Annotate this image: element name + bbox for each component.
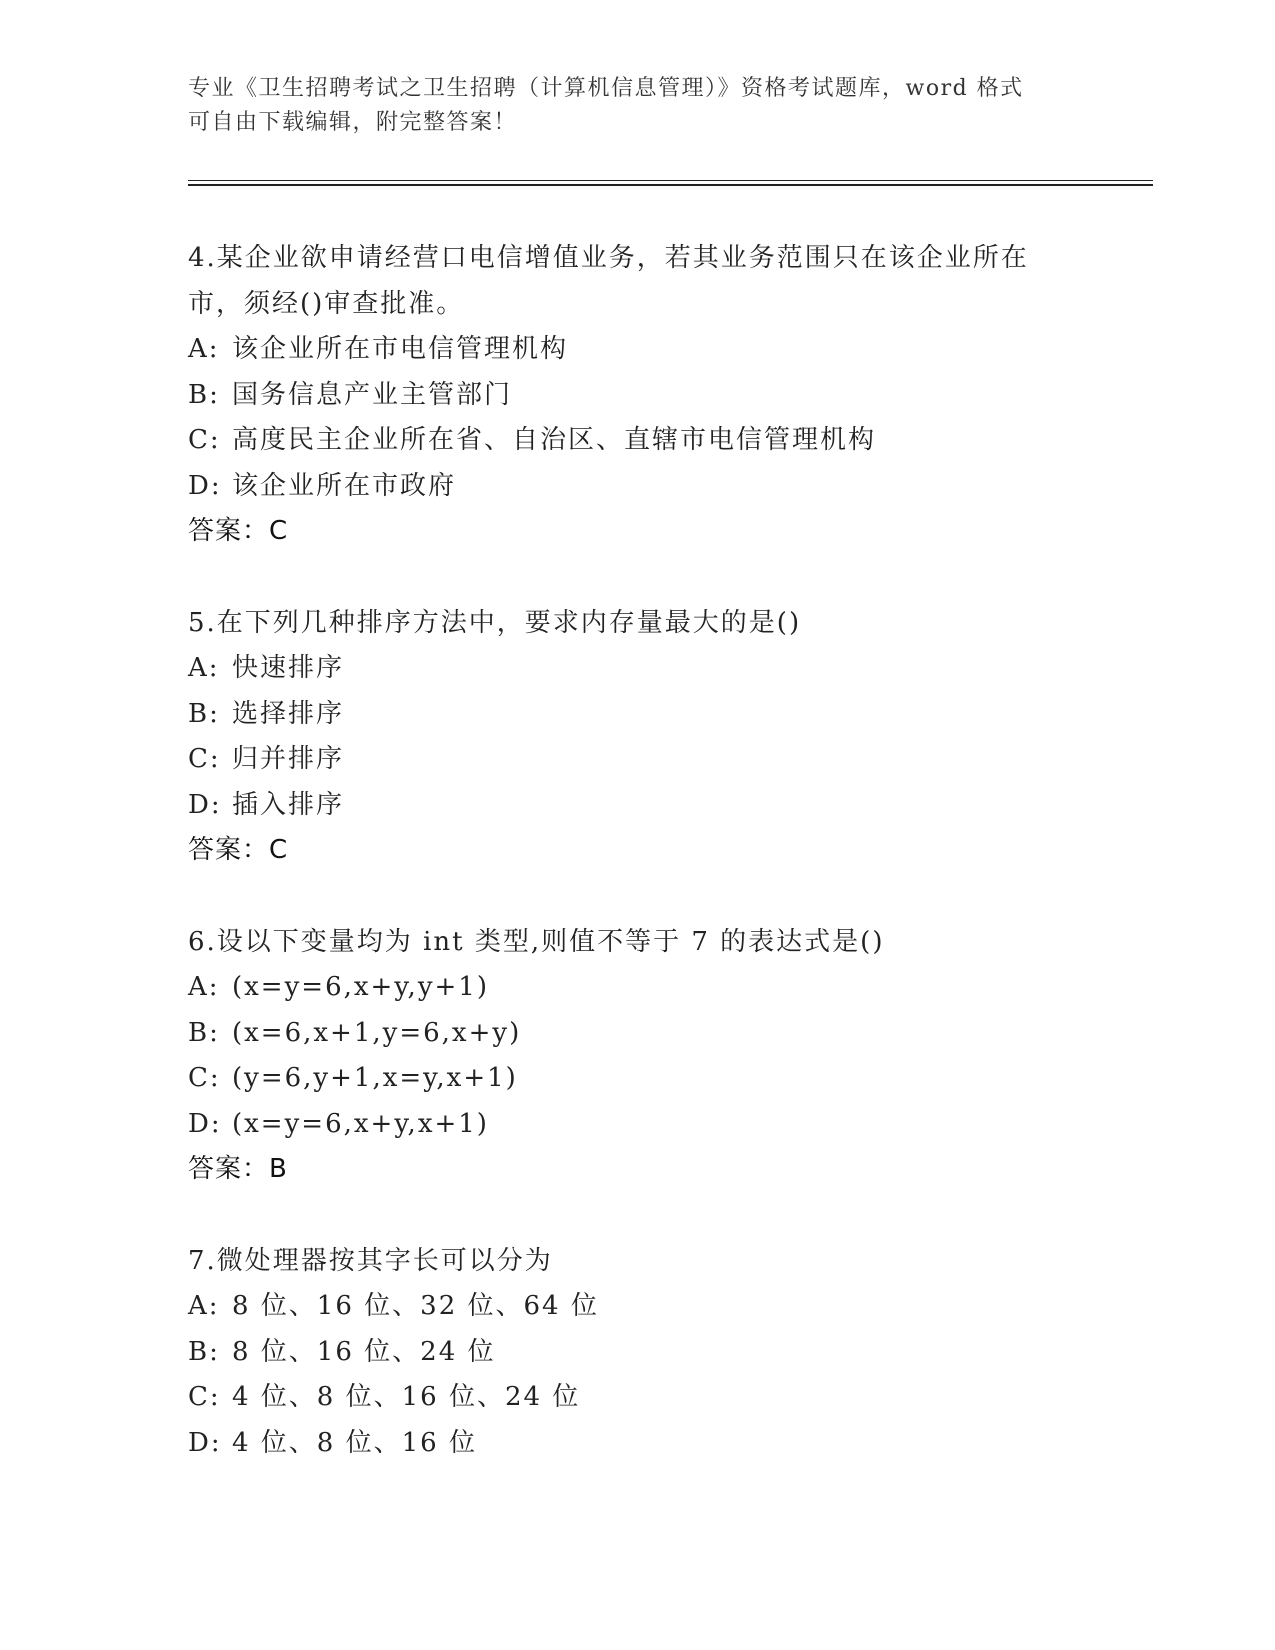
question-5 [188, 601, 1148, 874]
answer-line: 答案：C [188, 516, 289, 546]
option-key: B: [188, 1017, 220, 1048]
question-6 [188, 920, 1148, 1193]
option-key: B: [188, 1336, 220, 1367]
option-text: 8 位、16 位、32 位、64 位 [232, 1291, 599, 1321]
option-key: A: [188, 334, 220, 364]
option-text: (y=6,y+1,x=y,x+1) [232, 1063, 518, 1093]
option-key: C: [188, 744, 221, 774]
option-c [188, 1056, 1148, 1102]
option-d [188, 1102, 1148, 1148]
option-key: D: [188, 470, 222, 501]
question-list [188, 236, 1148, 1512]
option-key: A: [188, 972, 220, 1002]
document-header [188, 72, 1088, 140]
option-text: 4 位、8 位、16 位、24 位 [232, 1382, 581, 1412]
option-key: C: [188, 1382, 221, 1412]
option-b [188, 373, 1148, 419]
header-divider-thick [188, 184, 1153, 186]
option-text: 该企业所在市政府 [232, 470, 457, 501]
question-stem-line: 4.某企业欲申请经营口电信增值业务，若其业务范围只在该企业所在 [188, 243, 1029, 273]
option-text: 插入排序 [232, 789, 345, 820]
option-a [188, 965, 1148, 1011]
option-key: C: [188, 425, 221, 455]
option-text: (x=y=6,x+y,x+1) [232, 1108, 489, 1139]
option-key: D: [188, 1108, 222, 1139]
question-stem-line: 6.设以下变量均为 int 类型,则值不等于 7 的表达式是() [188, 926, 885, 957]
option-c [188, 418, 1148, 464]
question-stem-line: 7.微处理器按其字长可以分为 [188, 1245, 553, 1276]
option-b [188, 1011, 1148, 1057]
option-text: 国务信息产业主管部门 [232, 379, 513, 410]
answer-line: 答案：B [188, 1154, 288, 1184]
option-c [188, 737, 1148, 783]
option-key: D: [188, 789, 222, 820]
option-b [188, 1330, 1148, 1376]
answer-line: 答案：C [188, 835, 289, 865]
option-text: (x=y=6,x+y,y+1) [232, 972, 489, 1002]
option-d [188, 464, 1148, 510]
option-key: A: [188, 1291, 220, 1321]
option-a [188, 327, 1148, 373]
question-stem-line: 5.在下列几种排序方法中，要求内存量最大的是() [188, 607, 802, 638]
question-stem-line: 市，须经()审查批准。 [188, 288, 465, 319]
option-c [188, 1375, 1148, 1421]
option-a [188, 1284, 1148, 1330]
option-d [188, 1421, 1148, 1467]
option-key: A: [188, 653, 220, 683]
option-text: 高度民主企业所在省、自治区、直辖市电信管理机构 [232, 425, 877, 455]
option-d [188, 783, 1148, 829]
option-a [188, 646, 1148, 692]
header-divider-thin [188, 180, 1153, 181]
question-4 [188, 236, 1148, 555]
option-key: B: [188, 698, 220, 729]
option-text: 该企业所在市电信管理机构 [232, 334, 569, 364]
option-b [188, 692, 1148, 738]
question-7 [188, 1239, 1148, 1467]
option-text: (x=6,x+1,y=6,x+y) [232, 1017, 522, 1048]
option-text: 4 位、8 位、16 位 [232, 1427, 477, 1458]
option-text: 归并排序 [232, 744, 345, 774]
option-key: C: [188, 1063, 221, 1093]
option-key: D: [188, 1427, 222, 1458]
header-line-2: 可自由下载编辑，附完整答案！ [188, 110, 518, 135]
option-key: B: [188, 379, 220, 410]
header-line-1: 专业《卫生招聘考试之卫生招聘（计算机信息管理）》资格考试题库，word 格式 [188, 76, 1024, 101]
option-text: 8 位、16 位、24 位 [232, 1336, 496, 1367]
option-text: 快速排序 [232, 653, 345, 683]
option-text: 选择排序 [232, 698, 345, 729]
